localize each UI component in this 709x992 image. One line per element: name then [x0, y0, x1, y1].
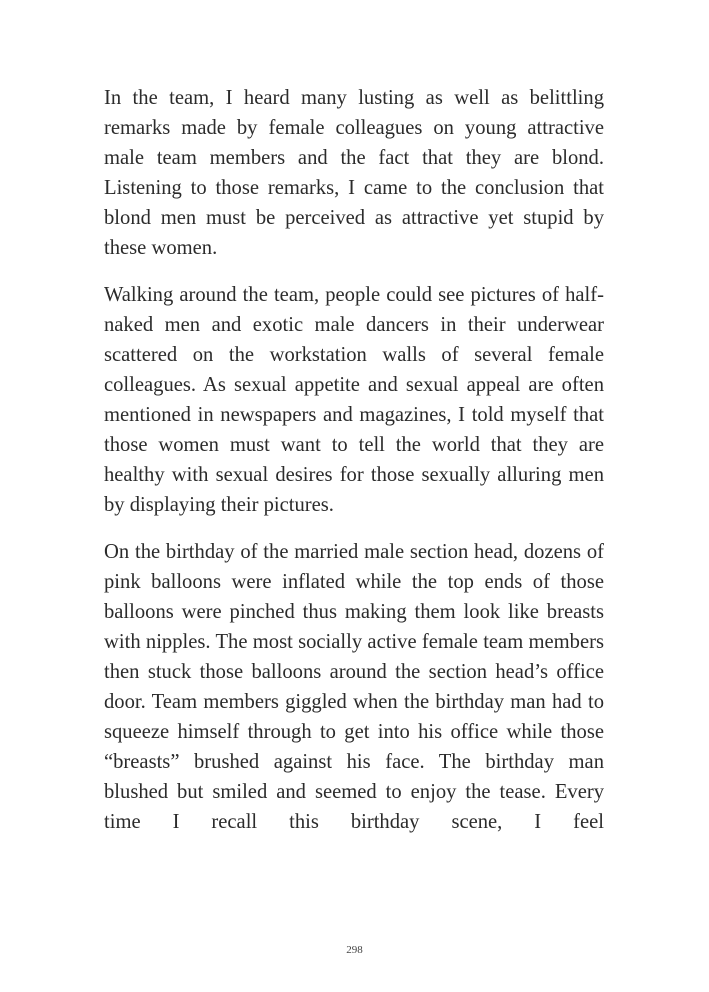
page-number: 298 — [346, 944, 363, 956]
paragraph-2: Walking around the team, people could see pictures of half-naked men and exotic male dancers in their underwear scattered on the workstation walls of several female colleagues. As sexual appetite and sexual appeal are often mentioned in newspapers and magazines, I told myself that those women must want to tell the world that they are healthy with sexual desires for those sexually alluring men by displaying their pictures. — [104, 284, 604, 516]
body-text — [104, 83, 604, 854]
paragraph-3: On the birthday of the married male section head, dozens of pink balloons were inflated while the top ends of those balloons were pinched thus making them look like breasts with nipples. The most socially active female team members then stuck those balloons around the section head’s office door. Team members giggled when the birthday man had to squeeze himself through to get into his office while those “breasts” brushed against his face. The birthday man blushed but smiled and seemed to enjoy the tease. Every time I recall this birthday scene, I feel — [104, 541, 604, 833]
paragraph-1: In the team, I heard many lusting as well as belittling remarks made by female colleagues on young attractive male team members and the fact that they are blond. Listening to those remarks, I came to the conclusion that blond men must be perceived as attractive yet stupid by these women. — [104, 87, 604, 259]
